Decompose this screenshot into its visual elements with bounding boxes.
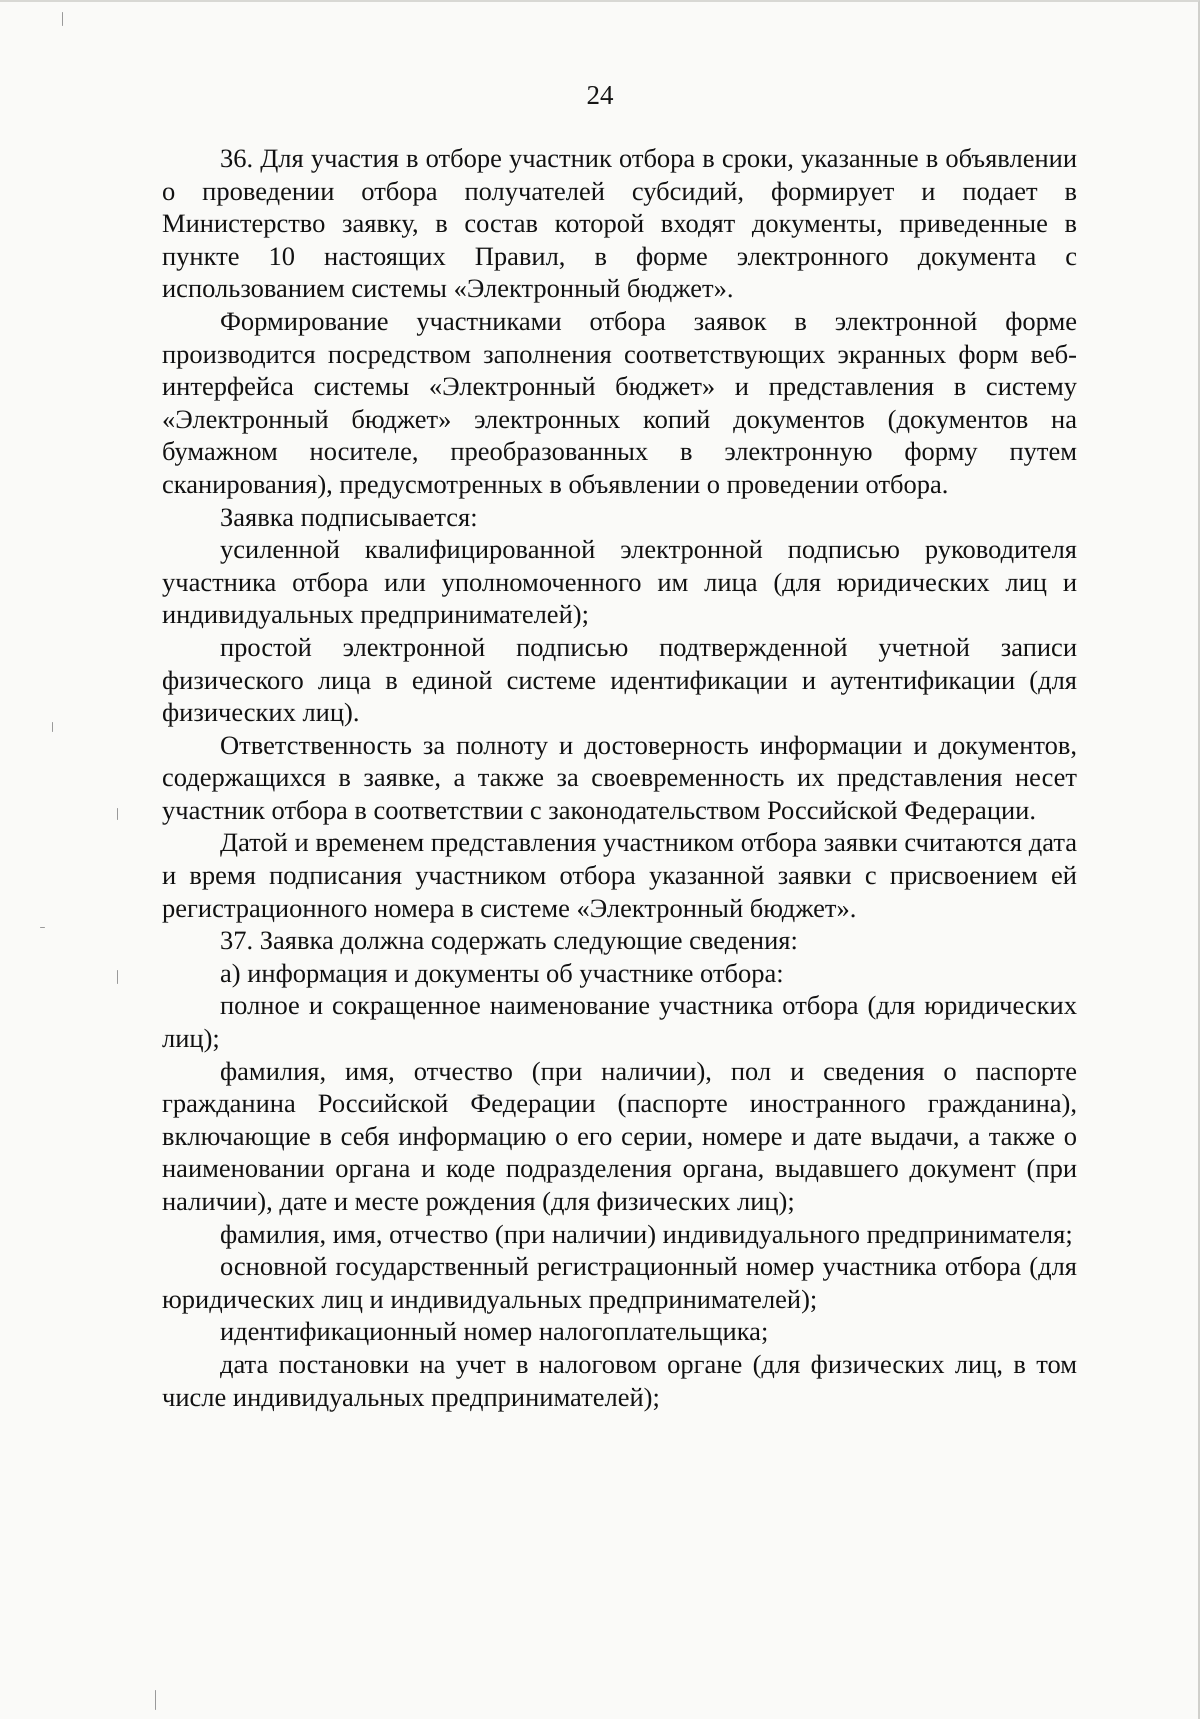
scan-speck xyxy=(117,970,118,984)
scan-speck xyxy=(40,927,45,928)
scan-speck xyxy=(52,722,53,732)
scan-speck xyxy=(117,808,118,820)
paragraph-submission-date: Датой и временем представления участником отбора заявки считаются дата и время подписания участником отбора указанной заявки с присвоением ей регистрационного номера в системе «Электронный бюджет». xyxy=(162,827,1077,923)
paragraph-application-signed: Заявка подписывается: xyxy=(220,501,478,532)
scan-speck xyxy=(155,1690,156,1710)
paragraph-37-a-entrepreneur: фамилия, имя, отчество (при наличии) индивидуального предпринимателя; xyxy=(220,1218,1073,1249)
page-number: 24 xyxy=(586,80,614,110)
paragraph-36: 36. Для участия в отборе участник отбора в сроки, указанные в объявлении о проведении отбора получателей субсидий, формирует и подает в Министерство заявку, в состав которой входят документы, приведенные в пункте 10 настоящих Правил, в форме электронного документа с использованием системы «Электронный бюджет». xyxy=(162,143,1077,304)
paragraph-37-a-name: полное и сокращенное наименование участника отбора (для юридических лиц); xyxy=(162,990,1077,1054)
paragraph-responsibility: Ответственность за полноту и достоверность информации и документов, содержащихся в заявке, а также за своевременность их представления несет участник отбора в соответствии с законодательством Российской Федерации. xyxy=(162,729,1077,825)
scan-speck xyxy=(62,12,63,26)
paragraph-signature-individuals: простой электронной подписью подтвержденной учетной записи физического лица в единой системе идентификации и аутентификации (для физических лиц). xyxy=(162,631,1077,728)
paragraph-37-a-inn: идентификационный номер налогоплательщика; xyxy=(220,1316,769,1347)
paragraph-forming-applications: Формирование участниками отбора заявок в электронной форме производится посредством заполнения соответствующих экранных форм веб-интерфейса системы «Электронный бюджет» и представления в систему «Электронный бюджет» электронных копий документов (документов на бумажном носителе, преобразованных в электронную форму путем сканирования), предусмотренных в объявлении о проведении отбора. xyxy=(162,305,1077,499)
paragraph-37-a-passport: фамилия, имя, отчество (при наличии), пол и сведения о паспорте гражданина Российской Федерации (паспорте иностранного гражданина), включающие в себя информацию о его серии, номере и дате выдачи, а также о наименовании органа и коде подразделения органа, выдавшего документ (при наличии), дате и месте рождения (для физических лиц); xyxy=(162,1055,1077,1216)
paragraph-37-a-ogrn: основной государственный регистрационный номер участника отбора (для юридических лиц и индивидуальных предпринимателей); xyxy=(162,1251,1077,1314)
paragraph-37: 37. Заявка должна содержать следующие сведения: xyxy=(220,925,798,956)
paragraph-37-a: а) информация и документы об участнике отбора: xyxy=(220,957,784,988)
paragraph-37-a-tax-registration: дата постановки на учет в налоговом органе (для физических лиц, в том числе индивидуальных предпринимателей); xyxy=(162,1348,1077,1412)
paragraph-signature-legal-entities: усиленной квалифицированной электронной подписью руководителя участника отбора или уполномоченного им лица (для юридических лиц и индивидуальных предпринимателей); xyxy=(162,534,1077,630)
document-body xyxy=(162,142,1077,1413)
